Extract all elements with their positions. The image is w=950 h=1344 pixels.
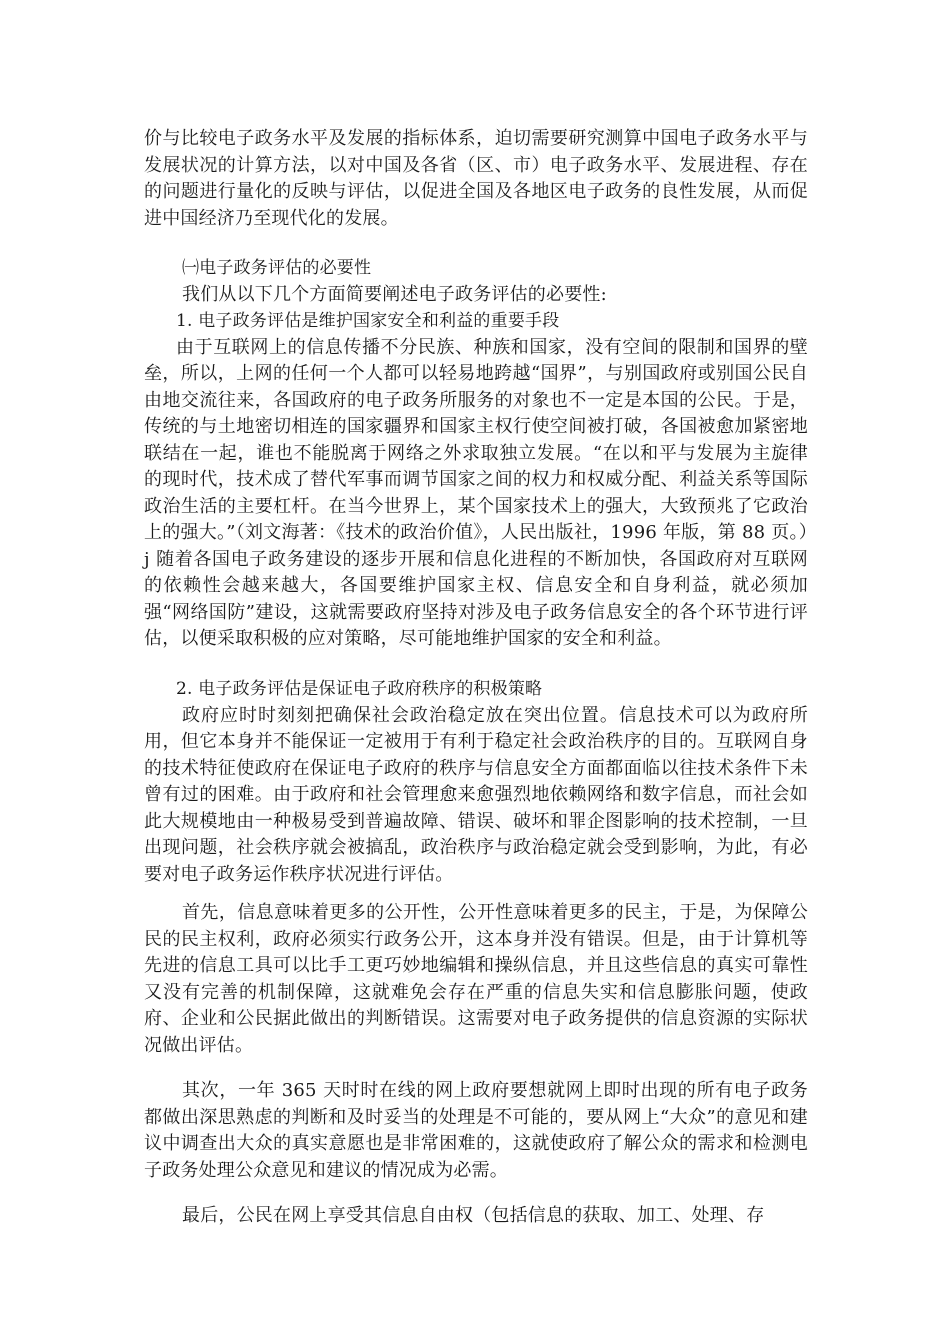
subsection-2-body: 政府应时时刻刻把确保社会政治稳定放在突出位置。信息技术可以为政府所用，但它本身并不能保证一定被用于有利于稳定社会政治秩序的目的。互联网自身的技术特征使政府在保证电子政府的秩序与信息安全方面都面临以往技术条件下未曾有过的困难。由于政府和社会管理愈来愈强烈地依赖网络和数字信息，而社会如此大规模地由一种极易受到普遍故障、错误、破坏和罪企图影响的技术控制，一旦出现问题，社会秩序就会被搞乱，政治秩序与政治稳定就会受到影响，为此，有必要对电子政务运作秩序状况进行评估。 [144, 704, 808, 885]
lead-in-paragraph: 我们从以下几个方面简要阐述电子政务评估的必要性: [182, 283, 607, 305]
section-necessity-block [144, 255, 808, 653]
section-heading: ㈠电子政务评估的必要性 [182, 258, 372, 278]
last-point-block [144, 1203, 808, 1230]
intro-continuation-block [144, 126, 808, 232]
second-point-block [144, 1078, 808, 1184]
subsection-2-title: 2. 电子政务评估是保证电子政府秩序的积极策略 [176, 679, 543, 699]
intro-paragraph: 价与比较电子政务水平及发展的指标体系，迫切需要研究测算中国电子政务水平与发展状况的计算方法，以对中国及各省（区、市）电子政务水平、发展进程、存在的问题进行量化的反映与评估，以促进全国及各地区电子政务的良性发展，从而促进中国经济乃至现代化的发展。 [144, 128, 808, 229]
subsection-1-title: 1. 电子政务评估是维护国家安全和利益的重要手段 [176, 311, 560, 331]
subsection-2-block [144, 676, 808, 888]
subsection-1-body: 由于互联网上的信息传播不分民族、种族和国家，没有空间的限制和国界的壁垒，所以，上网的任何一个人都可以轻易地跨越“国界”，与别国政府或别国公民自由地交流往来，各国政府的电子政务所服务的对象也不一定是本国的公民。于是，传统的与土地密切相连的国家疆界和国家主权行使空间被打破，各国被愈加紧密地联结在一起，谁也不能脱离于网络之外求取独立发展。“在以和平与发展为主旋律的现时代，技术成了替代军事而调节国家之间的权力和权威分配、利益关系等国际政治生活的主要杠杆。在当今世界上，某个国家技术上的强大，大致预兆了它政治上的强大。”（刘文海著：《技术的政治价值》，人民出版社，1996 年版，第 88 页。）j 随着各国电子政务建设的逐步开展和信息化进程的不断加快，各国政府对互联网的依赖性会越来越大，各国要维护国家主权、信息安全和自身利益，就必须加强“网络国防”建设，这就需要政府坚持对涉及电子政务信息安全的各个环节进行评估，以便采取积极的应对策略，尽可能地维护国家的安全和利益。 [144, 336, 808, 649]
last-point-paragraph: 最后，公民在网上享受其信息自由权（包括信息的获取、加工、处理、存 [182, 1205, 765, 1226]
first-point-block [144, 900, 808, 1059]
second-point-paragraph: 其次，一年 365 天时时在线的网上政府要想就网上即时出现的所有电子政务都做出深思熟虑的判断和及时妥当的处理是不可能的，要从网上“大众”的意见和建议中调查出大众的真实意愿也是非常困难的，这就使政府了解公众的需求和检测电子政务处理公众意见和建议的情况成为必需。 [144, 1080, 808, 1181]
first-point-paragraph: 首先，信息意味着更多的公开性，公开性意味着更多的民主，于是，为保障公民的民主权利，政府必须实行政务公开，这本身并没有错误。但是，由于计算机等先进的信息工具可以比手工更巧妙地编辑和操纵信息，并且这些信息的真实可靠性又没有完善的机制保障，这就难免会存在严重的信息失实和信息膨胀问题，使政府、企业和公民据此做出的判断错误。这需要对电子政务提供的信息资源的实际状况做出评估。 [144, 902, 808, 1056]
